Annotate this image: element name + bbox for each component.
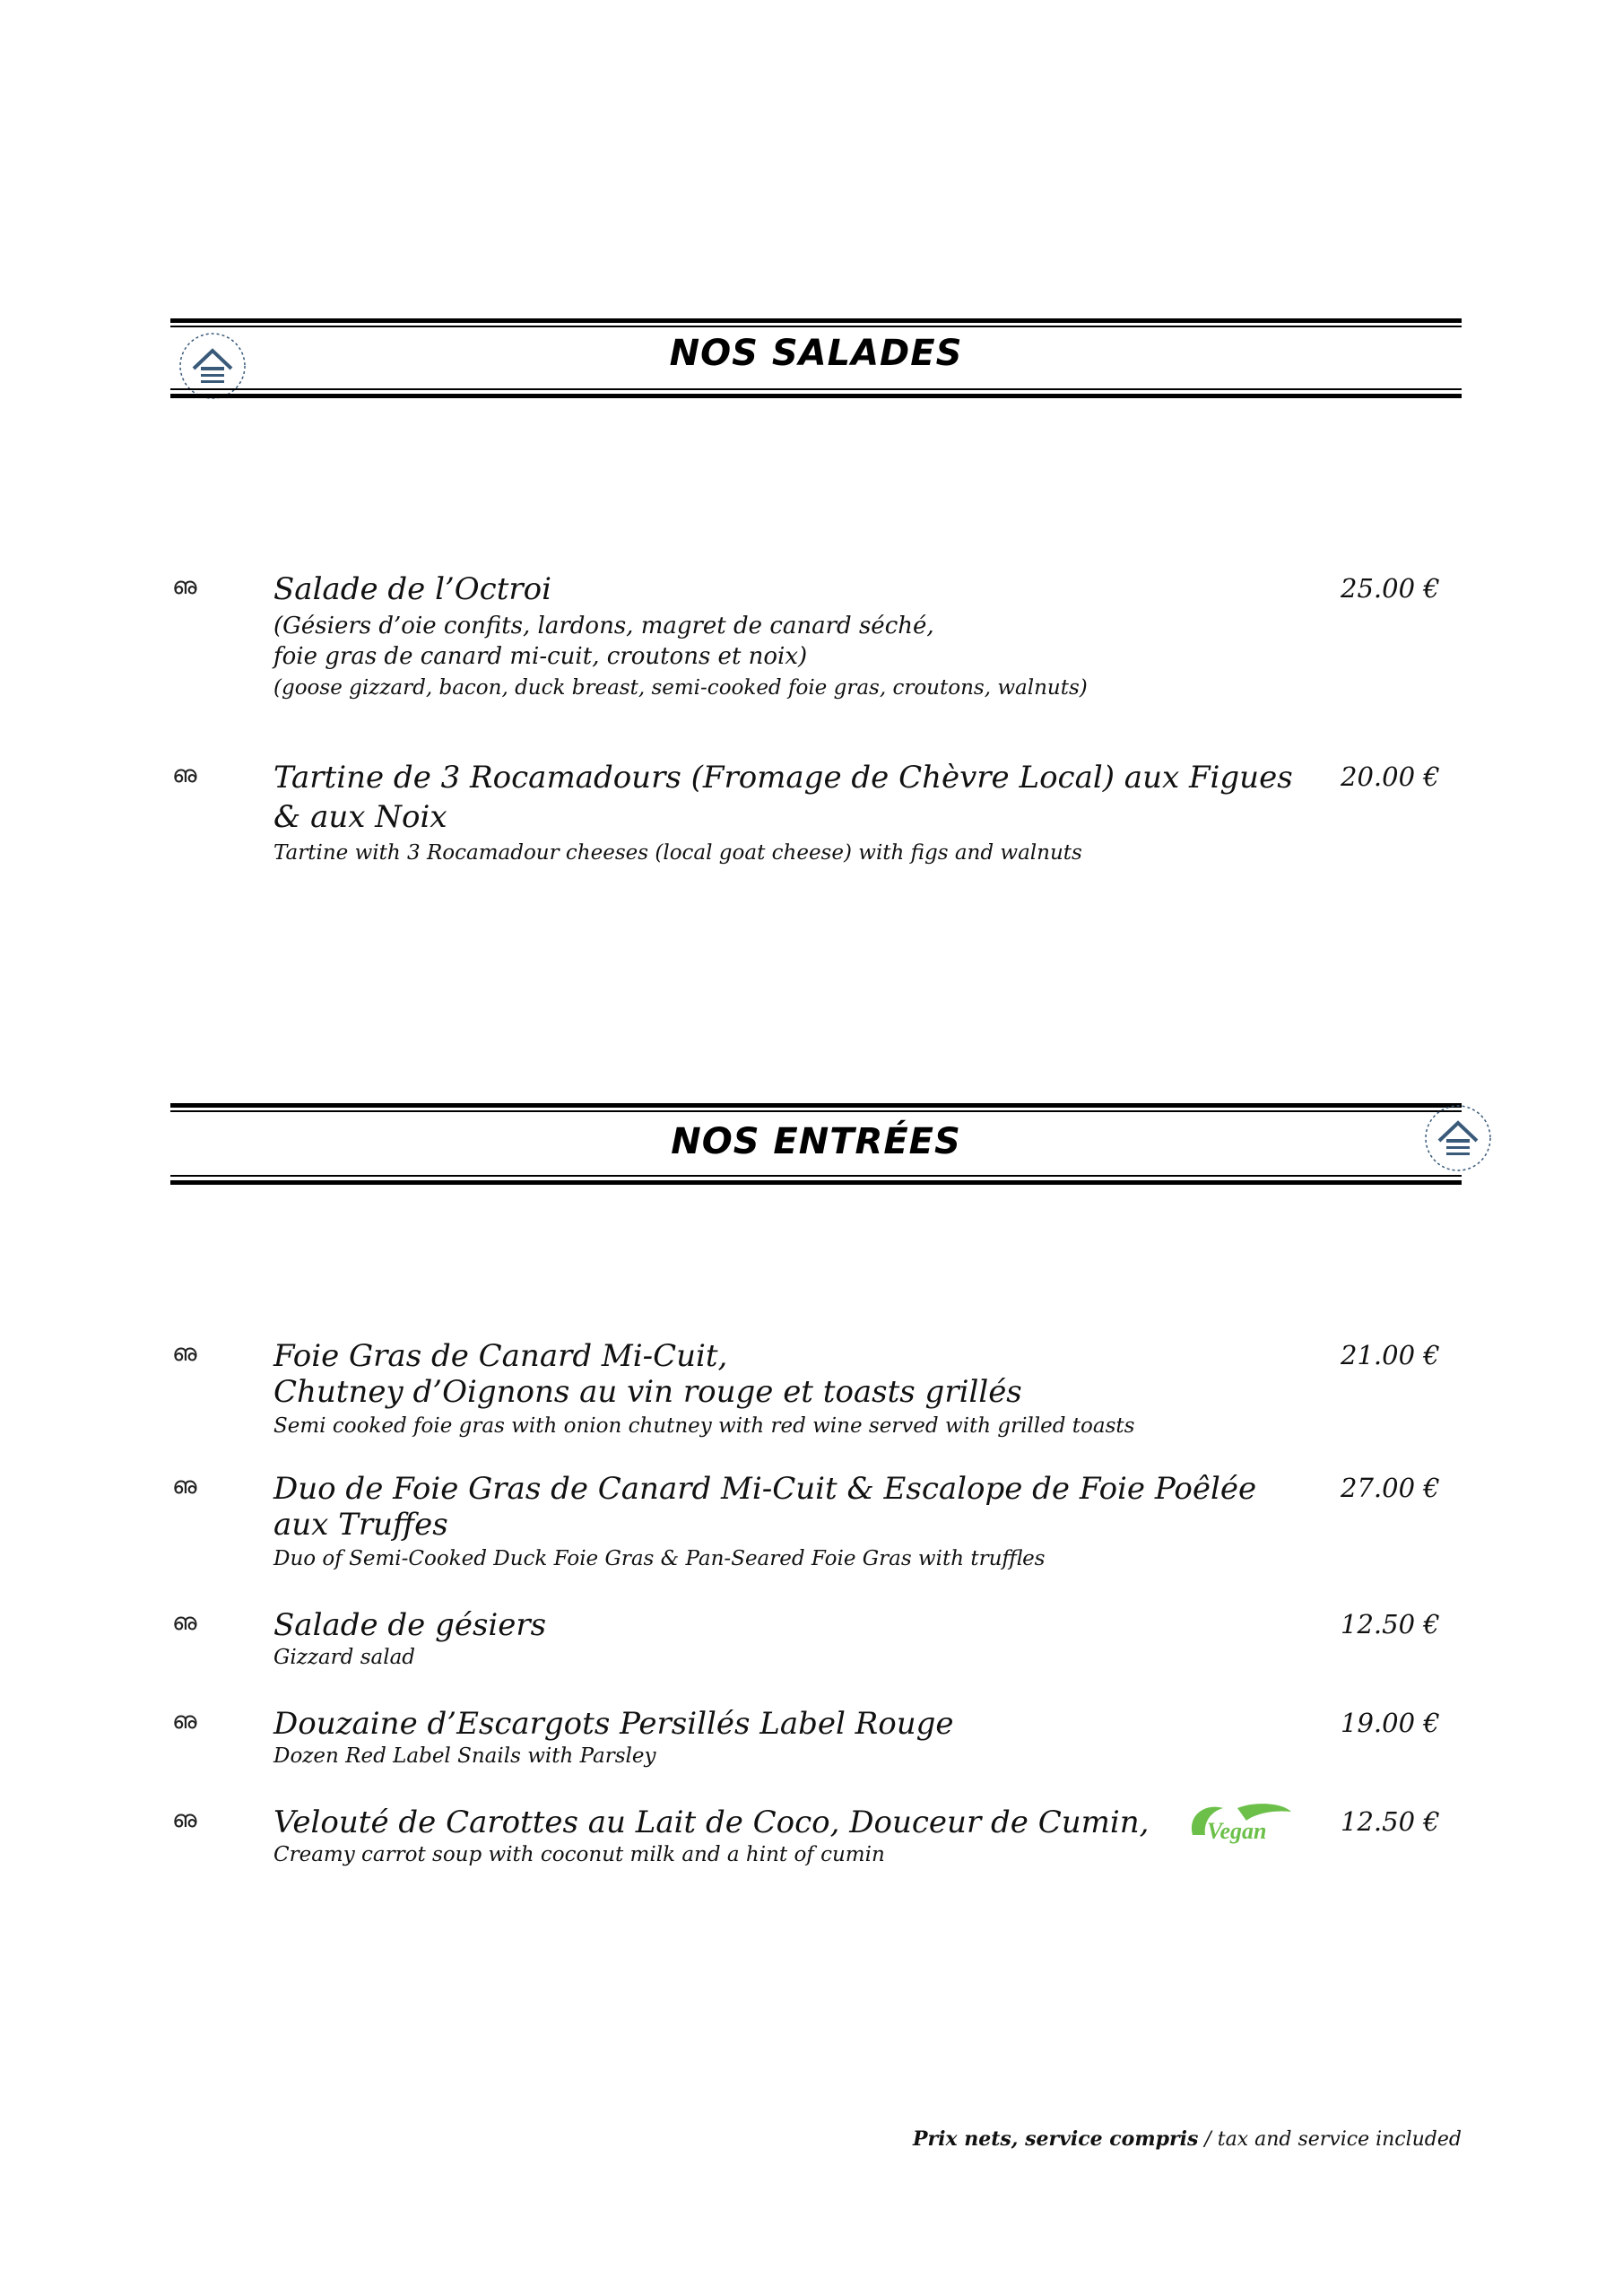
ornament-bullet-icon: ഌ	[172, 1340, 197, 1367]
item-price: 12.50 €	[1341, 1806, 1440, 1837]
item-name: Douzaine d’Escargots Persillés Label Rouge	[273, 1706, 954, 1742]
item-name: Velouté de Carottes au Lait de Coco, Douceur de Cumin,	[273, 1805, 1150, 1840]
ornament-bullet-icon: ഌ	[172, 573, 197, 600]
header-rule-bottom-thick	[170, 394, 1462, 398]
header-rule-bottom-thin	[170, 1175, 1462, 1177]
salades-header	[170, 318, 1462, 404]
item-desc-fr-line: foie gras de canard mi-cuit, croutons et noix)	[273, 643, 808, 670]
ornament-bullet-icon: ഌ	[172, 761, 197, 788]
footer-note	[913, 2127, 1462, 2151]
item-desc-en: Duo of Semi-Cooked Duck Foie Gras & Pan-Seared Foie Gras with truffles	[273, 1547, 1046, 1570]
footer-separator: /	[1198, 2128, 1218, 2151]
item-name-line: Duo de Foie Gras de Canard Mi-Cuit & Escalope de Foie Poêlée	[273, 1471, 1257, 1507]
item-desc-en: (goose gizzard, bacon, duck breast, semi-cooked foie gras, croutons, walnuts)	[273, 676, 1088, 700]
item-desc-en: Tartine with 3 Rocamadour cheeses (local goat cheese) with figs and walnuts	[273, 841, 1082, 865]
item-price: 21.00 €	[1341, 1340, 1440, 1370]
item-name-line: Tartine de 3 Rocamadours (Fromage de Chèvre Local) aux Figues	[273, 760, 1293, 796]
item-desc-en: Dozen Red Label Snails with Parsley	[273, 1744, 656, 1768]
item-price: 19.00 €	[1341, 1708, 1440, 1738]
item-desc-en: Creamy carrot soup with coconut milk and a hint of cumin	[273, 1843, 885, 1866]
header-rule-top-thin	[170, 1110, 1462, 1112]
entrees-section	[170, 1103, 1462, 1910]
vegan-badge-label: Vegan	[1207, 1818, 1267, 1844]
header-rule-bottom-thick	[170, 1180, 1462, 1185]
section-title: NOS ENTRÉES	[671, 1121, 961, 1162]
entrees-header	[170, 1103, 1462, 1188]
ornament-bullet-icon: ഌ	[172, 1708, 197, 1735]
item-desc-en: Gizzard salad	[273, 1646, 416, 1669]
item-desc-en: Semi cooked foie gras with onion chutney with red wine served with grilled toasts	[273, 1414, 1135, 1438]
item-name: Salade de l’Octroi	[273, 571, 551, 607]
item-price: 27.00 €	[1341, 1473, 1440, 1503]
header-rule-top-thin	[170, 326, 1462, 327]
item-name-line: & aux Noix	[273, 799, 447, 835]
header-rule-top-thick	[170, 318, 1462, 323]
header-rule-bottom-thin	[170, 388, 1462, 390]
footer-fr: Prix nets, service compris	[912, 2127, 1199, 2151]
item-desc-fr-line: (Gésiers d’oie confits, lardons, magret de canard séché,	[273, 613, 934, 639]
item-price: 25.00 €	[1341, 573, 1440, 604]
item-name-line: aux Truffes	[273, 1507, 448, 1543]
salades-section	[170, 318, 1462, 892]
item-name: Salade de gésiers	[273, 1607, 547, 1643]
header-rule-top-thick	[170, 1103, 1462, 1108]
item-name-line: Chutney d’Oignons au vin rouge et toasts grillés	[273, 1374, 1022, 1410]
ornament-bullet-icon: ഌ	[172, 1473, 197, 1500]
section-title: NOS SALADES	[669, 333, 963, 374]
footer-en: tax and service included	[1217, 2128, 1462, 2151]
ornament-bullet-icon: ഌ	[172, 1806, 197, 1833]
item-price: 20.00 €	[1341, 761, 1440, 792]
ornament-bullet-icon: ഌ	[172, 1609, 197, 1636]
item-price: 12.50 €	[1341, 1609, 1440, 1639]
item-name-line: Foie Gras de Canard Mi-Cuit,	[273, 1338, 728, 1374]
